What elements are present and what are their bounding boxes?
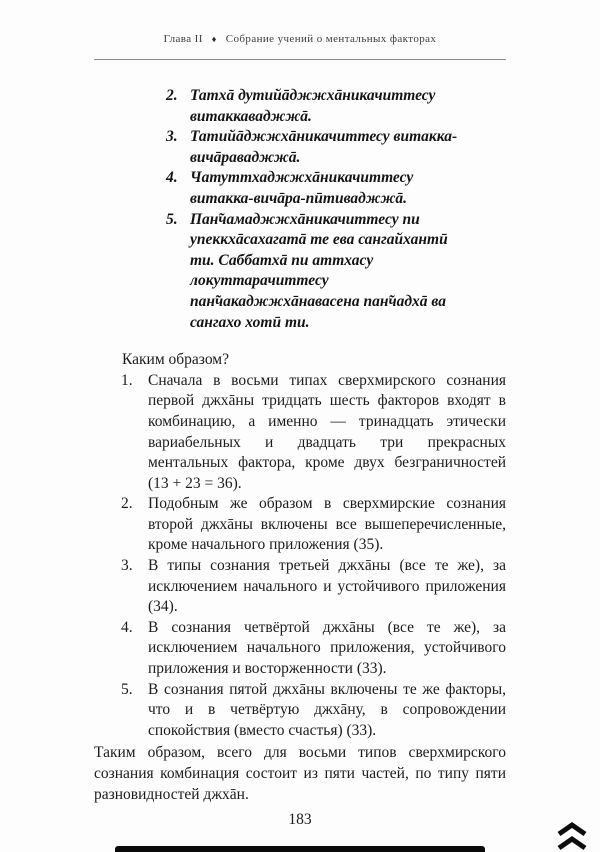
list-item-text: Сначала в восьми типах сверхмирского сознания первой джхāны тридцать шесть факторов входят в комбинацию, а именно — тринадцать этически вариабельных и двадцать три прекрасных ментальных фактора, кроме двух безграничностей (13 + 23 = 36). bbox=[148, 371, 506, 492]
pali-quote-list bbox=[166, 86, 458, 333]
list-item-number: 1. bbox=[121, 371, 133, 389]
list-item bbox=[94, 680, 506, 742]
chapter-title: Собрание учений о ментальных факторах bbox=[225, 33, 437, 45]
explanation-list bbox=[94, 371, 506, 742]
list-item bbox=[94, 618, 506, 680]
list-item-text: Подобным же образом в сверхмирские сознания второй джхāны включены все вышеперечисленные, кроме начального приложения (35). bbox=[148, 495, 506, 554]
list-item-text: В сознания пятой джхāны включены те же факторы, что и в четвёртую джхāну, в сопровождении спокойствия (вместо счастья) (33). bbox=[148, 680, 506, 739]
question-line: Каким образом? bbox=[122, 351, 229, 369]
list-item-text: В сознания четвёртой джхāны (все те же), за исключением начального приложения, устойчивого приложения и восторженности (33). bbox=[148, 618, 506, 678]
list-item-text: Татхā дутийāджжхāникачиттесу витаккаваджжā. bbox=[190, 87, 436, 125]
list-item-number: 2. bbox=[121, 495, 133, 513]
list-item-text: В типы сознания третьей джхāны (все те же), за исключением начального и устойчивого приложения (34). bbox=[148, 557, 506, 616]
list-item-number: 4. bbox=[166, 169, 178, 187]
running-header bbox=[0, 33, 600, 45]
list-item-number: 4. bbox=[121, 618, 133, 636]
list-item-text: Пан̃чамаджжхāникачиттесу пи упеккхāсахагатā те ева сангайхантӣ ти. Саббатхā пи аттхасу локуттарачиттесу пан̃чакаджжхāнавасена пан̃чадхā ва сангахо хотӣ ти. bbox=[190, 210, 448, 331]
home-indicator-bar[interactable] bbox=[115, 846, 485, 852]
list-item bbox=[166, 86, 458, 127]
diamond-separator-icon: ♦ bbox=[211, 33, 217, 44]
list-item-number: 2. bbox=[166, 87, 178, 104]
chapter-label: Глава II bbox=[163, 33, 203, 45]
list-item-text: Татийāджжхāникачиттесу витакка-вичāраваджжā. bbox=[190, 128, 458, 166]
page-content bbox=[94, 86, 506, 805]
list-item bbox=[166, 127, 458, 168]
list-item bbox=[94, 494, 506, 556]
list-item bbox=[94, 371, 506, 495]
list-item-number: 3. bbox=[166, 128, 178, 146]
double-chevron-up-icon bbox=[554, 821, 590, 851]
header-rule bbox=[94, 59, 506, 60]
page-number: 183 bbox=[288, 811, 312, 828]
list-item-text: Чатуттхаджжхāникачиттесу витакка-вичāра-пӣтиваджжā. bbox=[190, 169, 414, 207]
list-item-number: 5. bbox=[121, 680, 133, 698]
closing-paragraph: Таким образом, всего для восьми типов сверхмирского сознания комбинация состоит из пяти частей, по типу пяти разновидностей джхāн. bbox=[94, 744, 506, 803]
list-item-number: 5. bbox=[166, 210, 178, 228]
scroll-to-top-button[interactable] bbox=[554, 821, 590, 851]
list-item bbox=[94, 556, 506, 618]
list-item-number: 3. bbox=[121, 557, 133, 575]
list-item bbox=[166, 168, 458, 209]
list-item bbox=[166, 210, 458, 334]
